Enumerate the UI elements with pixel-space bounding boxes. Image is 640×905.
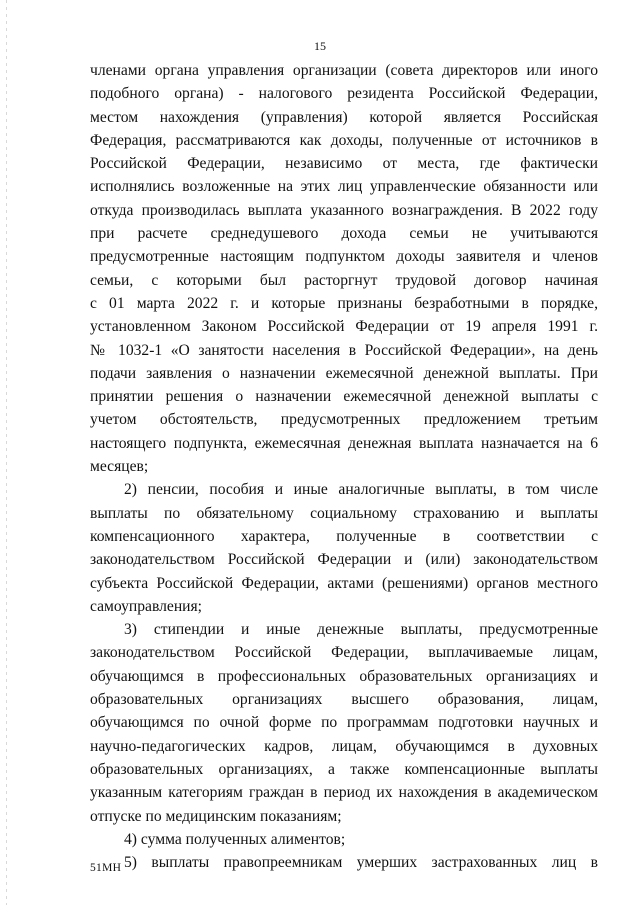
text-line: откуда производилась выплата указанного вознаграждения. В 2022 году: [90, 201, 598, 219]
text-line: Федерация, рассматриваются как доходы, полученные от источников в: [90, 131, 598, 149]
text-line: при расчете среднедушевого дохода семьи не учитываются: [90, 225, 598, 243]
text-line: с 01 марта 2022 г. и которые признаны безработными в порядке,: [90, 294, 598, 312]
text-line: 2) пенсии, пособия и иные аналогичные выплаты, в том числе: [124, 481, 598, 499]
footer-code: 51МН: [90, 862, 122, 874]
page-number: 15: [314, 39, 326, 53]
text-line: 4) сумма полученных алиментов;: [124, 830, 346, 848]
text-line: компенсационного характера, полученные в соответствии с: [90, 527, 598, 545]
text-line: подачи заявления о назначении ежемесячной денежной выплаты. При: [90, 364, 598, 382]
text-line: субъекта Российской Федерации, актами (решениями) органов местного: [90, 574, 598, 592]
scan-edge: [6, 0, 7, 905]
text-line: предусмотренные настоящим подпунктом доходы заявителя и членов: [90, 248, 598, 266]
text-line: образовательных организациях высшего образования, лицам,: [90, 691, 598, 709]
text-line: указанным категориям граждан в период их нахождения в академическом: [90, 784, 598, 802]
text-line: законодательством Российской Федерации и (или) законодательством: [90, 551, 598, 569]
text-line: установленном Законом Российской Федерации от 19 апреля 1991 г.: [90, 318, 598, 336]
text-line: 3) стипендии и иные денежные выплаты, предусмотренные: [124, 621, 598, 639]
text-line: образовательных организациях, а также компенсационные выплаты: [90, 760, 598, 778]
text-line: месяцев;: [90, 458, 149, 476]
text-line: членами органа управления организации (совета директоров или иного: [90, 62, 598, 79]
text-line: выплаты по обязательному социальному страхованию и выплаты: [90, 504, 598, 522]
text-line: подобного органа) - налогового резидента Российской Федерации,: [90, 85, 598, 103]
text-line: обучающимся по очной форме по программам подготовки научных и: [90, 714, 598, 732]
text-line: самоуправления;: [90, 597, 203, 615]
text-line: 5) выплаты правопреемникам умерших застрахованных лиц в: [124, 854, 598, 872]
text-line: обучающимся в профессиональных образовательных организациях и: [90, 667, 598, 685]
text-line: исполнялись возложенные на этих лиц управленческие обязанности или: [90, 178, 598, 196]
text-line: семьи, с которыми был расторгнут трудовой договор начиная: [90, 271, 598, 289]
text-line: учетом обстоятельств, предусмотренных предложением третьим: [90, 411, 598, 429]
text-line: Российской Федерации, независимо от места, где фактически: [90, 155, 598, 173]
text-line: № 1032-1 «О занятости населения в Российской Федерации», на день: [90, 341, 598, 359]
text-line: местом нахождения (управления) которой является Российская: [90, 108, 598, 126]
text-line: принятии решения о назначении ежемесячной денежной выплаты с: [90, 388, 598, 406]
text-line: отпуске по медицинским показаниям;: [90, 807, 342, 825]
text-line: научно-педагогических кадров, лицам, обучающимся в духовных: [90, 737, 598, 755]
document-body: [90, 59, 598, 874]
text-line: настоящего подпункта, ежемесячная денежная выплата назначается на 6: [90, 434, 598, 452]
text-line: законодательством Российской Федерации, выплачиваемые лицам,: [90, 644, 598, 662]
